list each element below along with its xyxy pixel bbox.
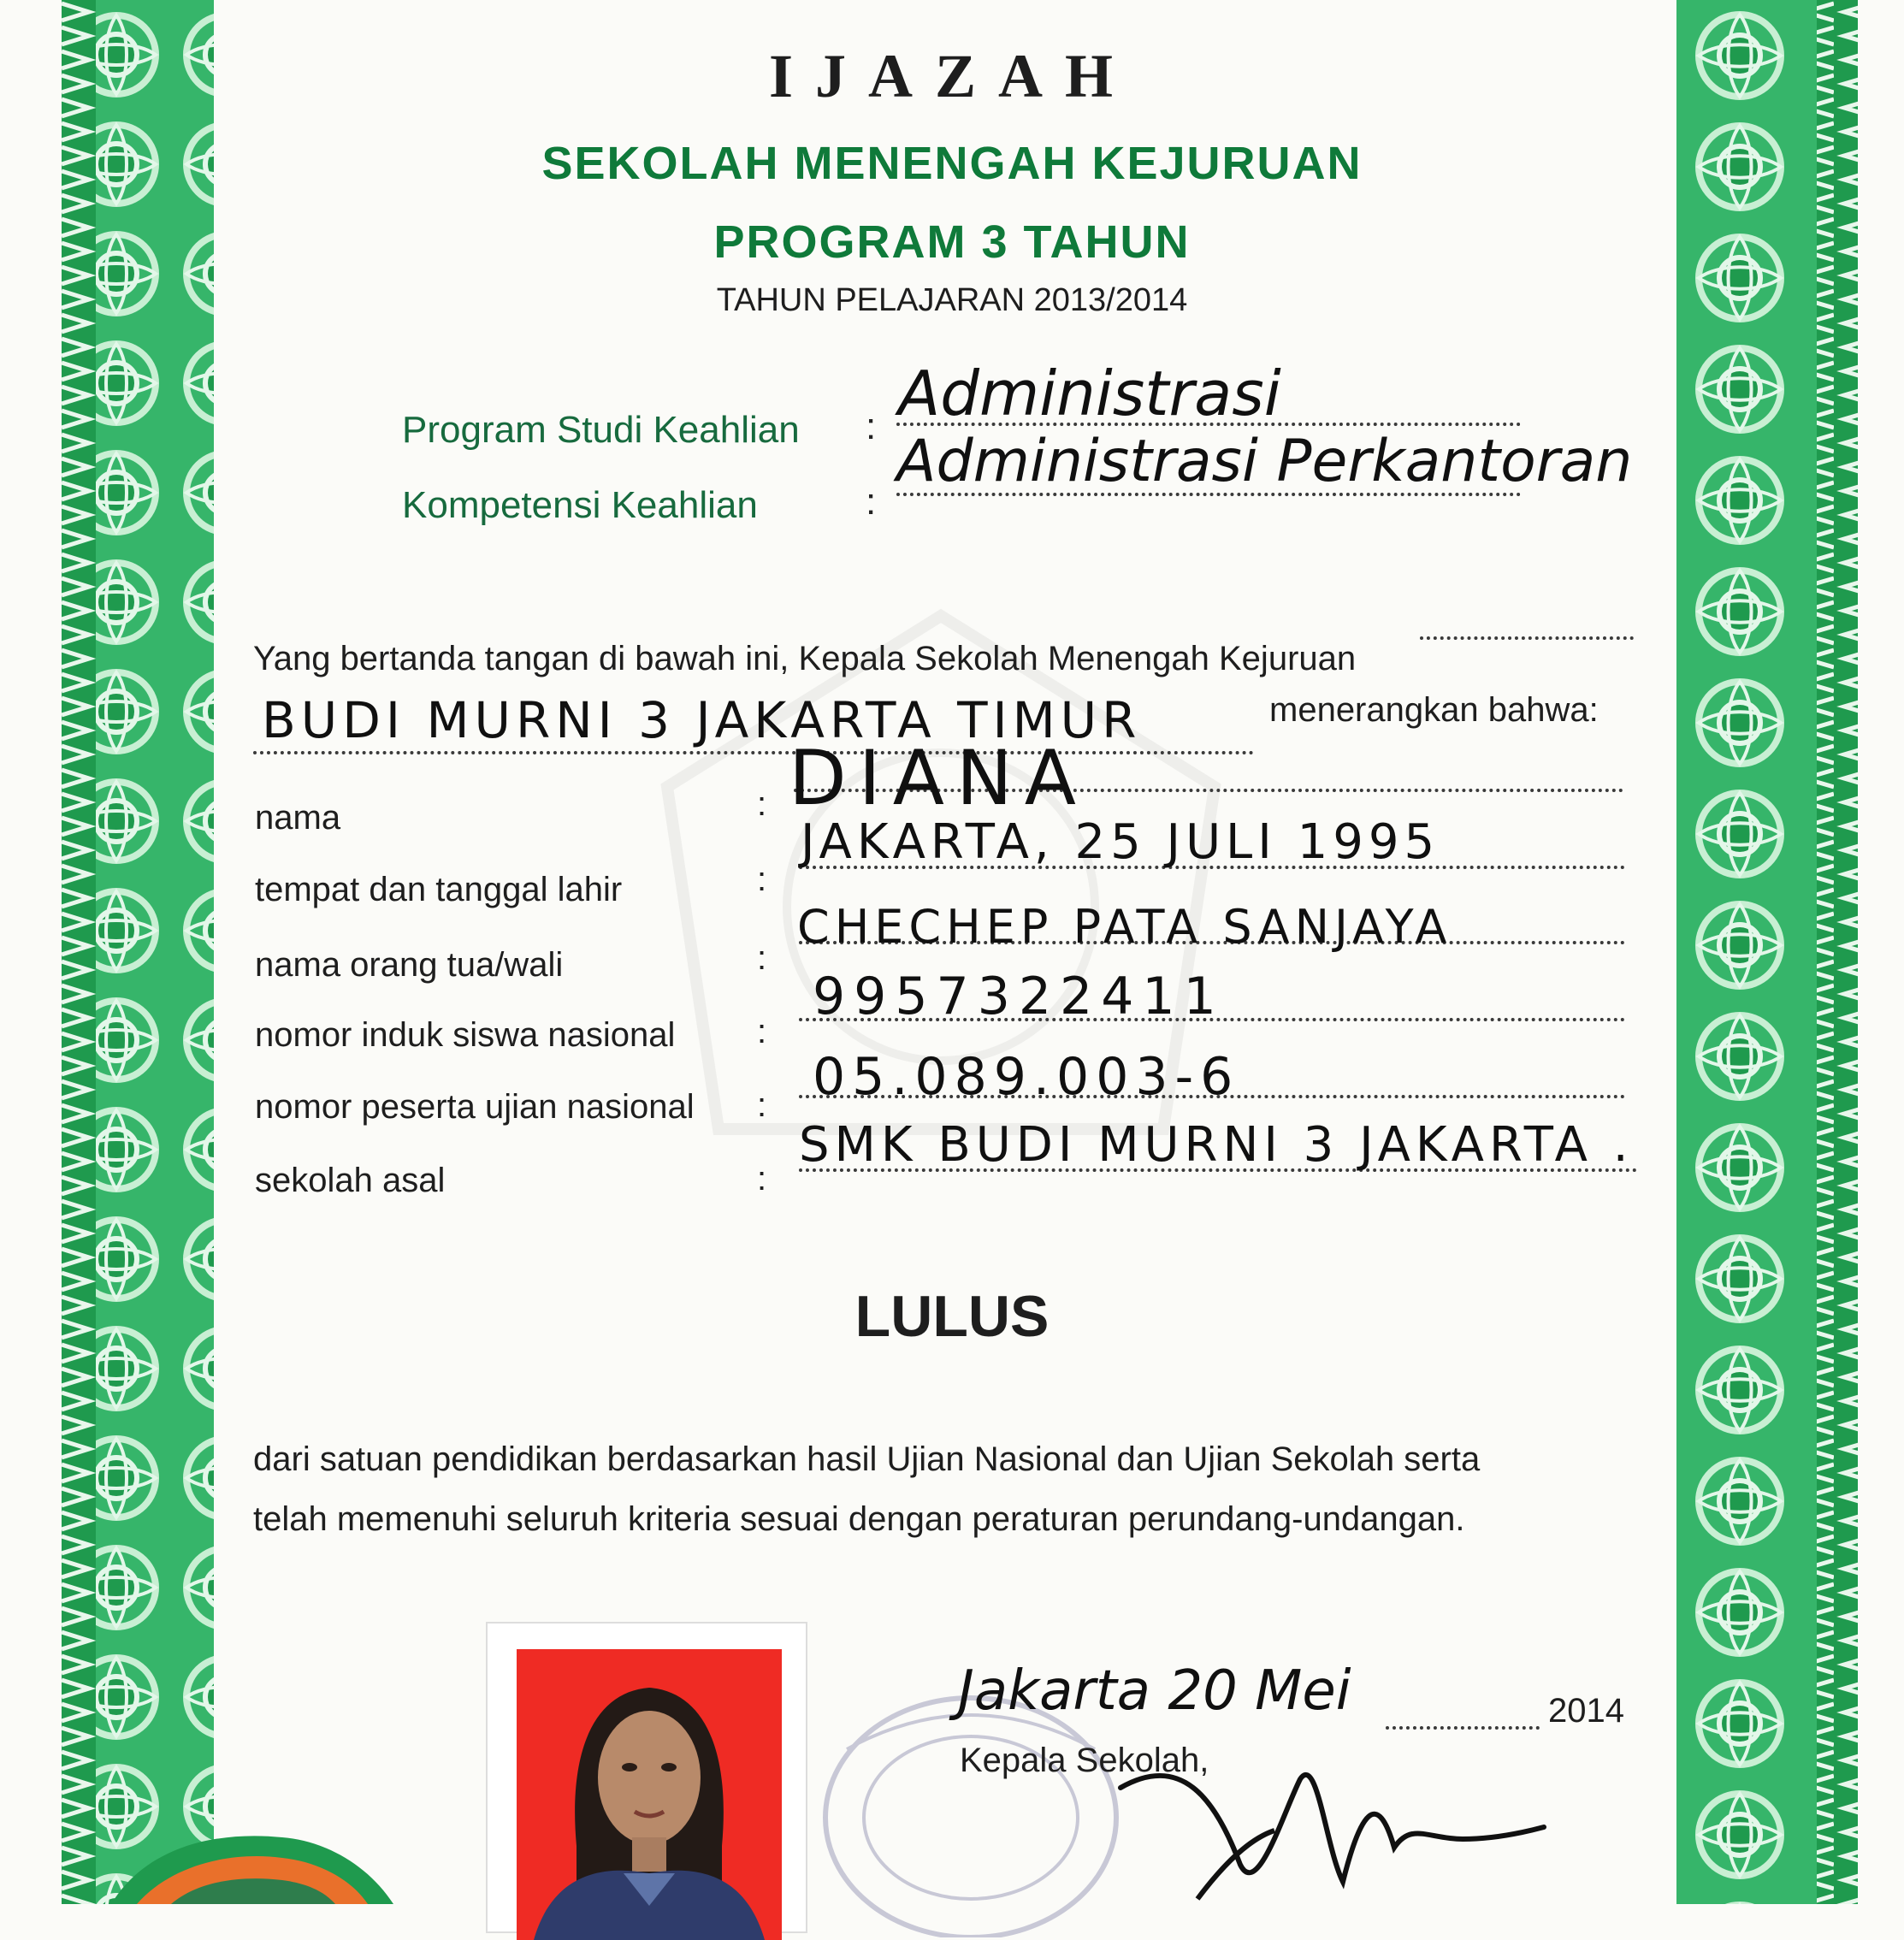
school-type-heading: SEKOLAH MENENGAH KEJURUAN (541, 138, 1363, 189)
parent-value: CHECHEP PATA SANJAYA (797, 900, 1452, 954)
parent-colon: : (757, 939, 767, 977)
birth-label: tempat dan tanggal lahir (255, 871, 623, 908)
name-label: nama (255, 799, 341, 837)
study-program-colon: : (866, 405, 877, 447)
result-paragraph-line1: dari satuan pendidikan berdasarkan hasil Ujian Nasional dan Ujian Sekolah serta (253, 1440, 1481, 1478)
signing-year: 2014 (1548, 1692, 1624, 1730)
document-title: IJAZAH (768, 42, 1136, 110)
statement-intro-dotted-line (1420, 636, 1634, 640)
nisn-colon: : (757, 1013, 767, 1050)
principal-title: Kepala Sekolah, (960, 1742, 1209, 1779)
statement-intro: Yang bertanda tangan di bawah ini, Kepala Sekolah Menengah Kejuruan (253, 640, 1357, 677)
name-value: DIANA (789, 734, 1088, 822)
parent-label: nama orang tua/wali (255, 946, 564, 984)
birth-value: JAKARTA, 25 JULI 1995 (801, 814, 1440, 870)
result-status: LULUS (854, 1284, 1050, 1349)
student-photo (517, 1649, 782, 1940)
name-colon: : (757, 785, 767, 823)
study-program-value: Administrasi (898, 358, 1281, 429)
signing-place-date: Jakarta 20 Mei (958, 1659, 1351, 1723)
student-photo-card (486, 1622, 807, 1933)
origin-school-colon: : (757, 1160, 767, 1198)
watermark-emblem (633, 599, 1249, 1198)
nisn-label: nomor induk siswa nasional (255, 1016, 676, 1054)
exam-number-value: 05.089.003-6 (813, 1047, 1240, 1107)
date-dotted-line (1386, 1726, 1540, 1730)
school-name-handwritten: BUDI MURNI 3 JAKARTA TIMUR (262, 691, 1142, 749)
origin-school-label: sekolah asal (255, 1162, 446, 1199)
principal-signature (1103, 1745, 1548, 1904)
exam-number-colon: : (757, 1086, 767, 1124)
statement-suffix: menerangkan bahwa: (1269, 691, 1599, 729)
nisn-value: 9957322411 (813, 967, 1225, 1026)
competency-colon: : (866, 481, 877, 523)
bottom-ornament (111, 1813, 393, 1904)
academic-year: TAHUN PELAJARAN 2013/2014 (716, 282, 1188, 318)
competency-value: Administrasi Perkantoran (896, 428, 1633, 495)
program-heading: PROGRAM 3 TAHUN (713, 216, 1191, 268)
competency-label: Kompetensi Keahlian (402, 484, 758, 526)
result-paragraph-line2: telah memenuhi seluruh kriteria sesuai dengan peraturan perundang-undangan. (253, 1500, 1465, 1538)
study-program-label: Program Studi Keahlian (402, 409, 800, 451)
birth-colon: : (757, 861, 767, 898)
origin-school-value: SMK BUDI MURNI 3 JAKARTA . (799, 1117, 1634, 1173)
exam-number-label: nomor peserta ujian nasional (255, 1088, 695, 1126)
school-name-dotted-line (253, 751, 1254, 754)
